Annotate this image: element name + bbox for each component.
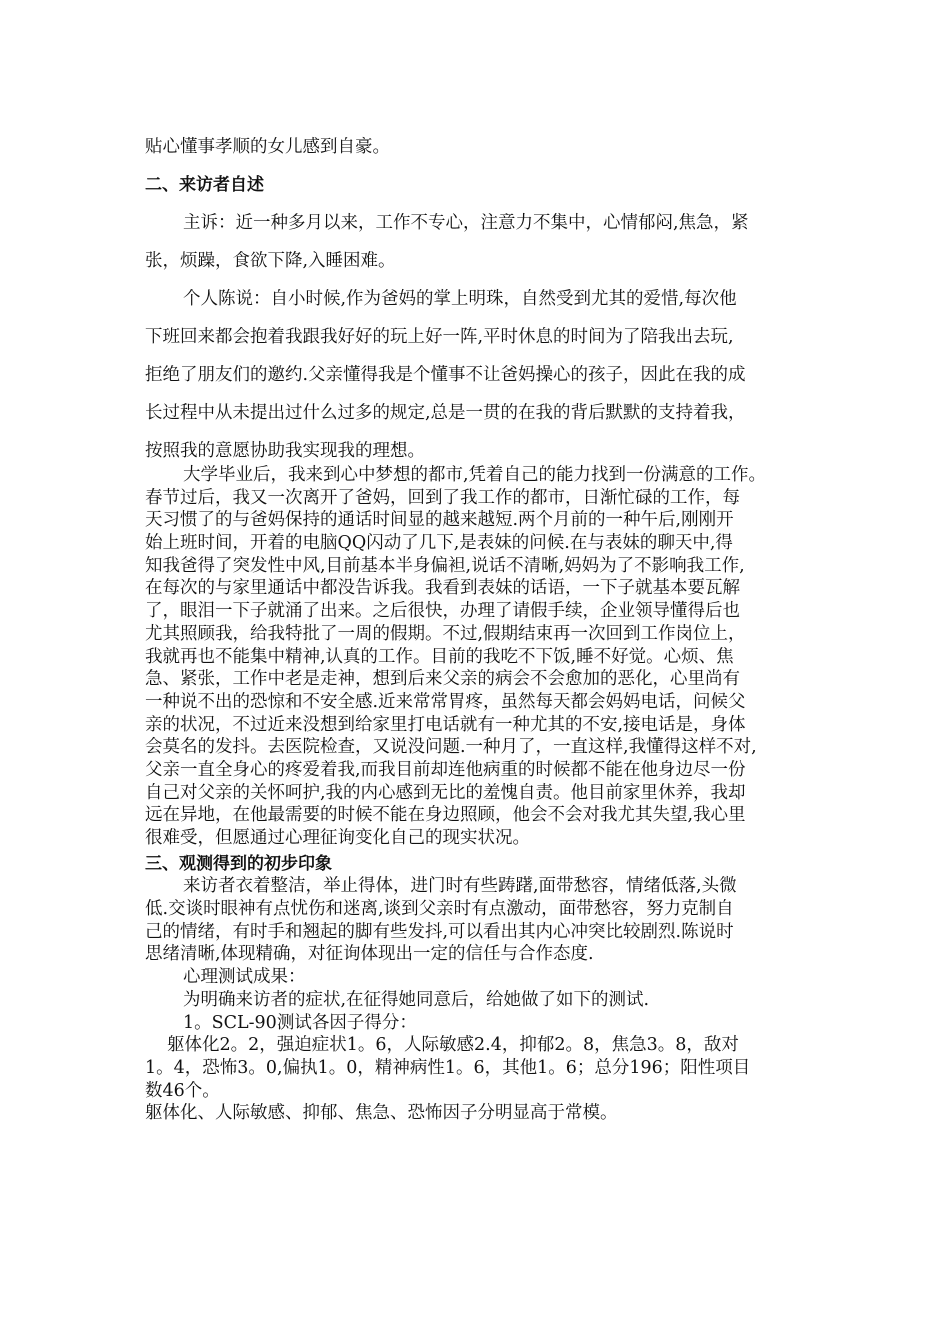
paragraph-line: 急、紧张，工作中老是走神，想到后来父亲的病会不会愈加的恶化，心里尚有 (145, 669, 740, 690)
paragraph-line: 自己对父亲的关怀呵护,我的内心感到无比的羞愧自责。他目前家里休养，我却 (145, 782, 746, 803)
paragraph-line: 远在异地，在他最需要的时候不能在身边照顾，他会不会对我尤其失望,我心里 (145, 805, 746, 826)
paragraph-line: 知我爸得了突发性中风,目前基本半身偏袒,说话不清晰,妈妈为了不影响我工作, (145, 555, 745, 576)
intro-paragraph (145, 128, 817, 166)
test-results-title: 心理测试成果： (183, 967, 306, 988)
paragraph-line: 会莫名的发抖。去医院检查，又说没问题.一种月了，一直这样,我懂得这样不对, (145, 737, 757, 758)
test-intro: 为明确来访者的症状,在征得她同意后，给她做了如下的测试. (183, 989, 650, 1010)
paragraph-line: 主诉：近一种多月以来，工作不专心，注意力不集中，心情郁闷,焦急，紧 (183, 213, 749, 233)
paragraph-line: 低.交谈时眼神有点忧伤和迷离,谈到父亲时有点激动，面带愁容，努力克制自 (145, 899, 734, 920)
paragraph-line: 亲的状况，不过近来没想到给家里打电话就有一种尤其的不安,接电话是，身体 (145, 714, 746, 735)
intro-line: 贴心懂事孝顺的女儿感到自豪。 (145, 137, 390, 157)
paragraph-line: 大学毕业后，我来到心中梦想的都市,凭着自己的能力找到一份满意的工作。 (183, 465, 767, 485)
paragraph-line: 我就再也不能集中精神,认真的工作。目前的我吃不下饭,睡不好觉。心烦、焦 (145, 646, 734, 667)
paragraph-line: 己的情绪，有时手和翘起的脚有些发抖,可以看出其内心冲突比较剧烈.陈说时 (145, 921, 734, 942)
complaint-paragraph (145, 204, 817, 280)
section-2 (145, 166, 817, 470)
paragraph-line: 始上班时间，开着的电脑QQ闪动了几下,是表妹的问候.在与表妹的聊天中,得 (145, 533, 733, 554)
paragraph-line: 父亲一直全身心的疼爱着我,而我目前却连他病重的时候都不能在他身边尽一份 (145, 759, 746, 780)
paragraph-line: 尤其照顾我，给我特批了一周的假期。不过,假期结束再一次回到工作岗位上， (145, 623, 746, 644)
paragraph-line: 来访者衣着整洁，举止得体，进门时有些踌躇,面带愁容，情绪低落,头微 (183, 876, 737, 897)
paragraph-line: 按照我的意愿协助我实现我的理想。 (145, 441, 425, 461)
story-paragraph (145, 464, 817, 850)
paragraph-line: 下班回来都会抱着我跟我好好的玩上好一阵,平时休息的时间为了陪我出去玩, (145, 327, 734, 347)
scl90-scores-paragraph (145, 1034, 817, 1102)
scl90-title: 1。SCL-90测试各因子得分： (183, 1012, 417, 1033)
paragraph-line: 了，眼泪一下子就涌了出来。之后很快，办理了请假手续，企业领导懂得后也 (145, 601, 740, 622)
paragraph-line: 躯体化2。2，强迫症状1。6，人际敏感2.4，抑郁2。8，焦急3。8，敌对 (167, 1035, 739, 1056)
section-2-heading: 二、来访者自述 (145, 175, 264, 195)
section-3-heading: 三、观测得到的初步印象 (145, 853, 332, 874)
paragraph-line: 思绪清晰,体现精确，对征询体现出一定的信任与合作态度. (145, 944, 594, 965)
document-page (145, 128, 817, 1125)
paragraph-line: 很难受，但愿通过心理征询变化自己的现实状况。 (145, 828, 530, 848)
paragraph-line: 天习惯了的与爸妈保持的通话时间显的越来越短.两个月前的一种午后,刚刚开 (145, 510, 734, 531)
section-3 (145, 853, 817, 1125)
paragraph-line: 数46个。 (145, 1080, 220, 1101)
paragraph-line: 长过程中从未提出过什么过多的规定,总是一贯的在我的背后默默的支持着我， (145, 403, 746, 423)
paragraph-line: 一种说不出的恐惊和不安全感.近来常常胃疼，虽然每天都会妈妈电话，问候父 (145, 691, 746, 712)
paragraph-line: 1。4，恐怖3。0,偏执1。0，精神病性1。6，其他1。6；总分196；阳性项目 (145, 1057, 751, 1078)
observation-paragraph (145, 875, 817, 966)
personal-statement-paragraph (145, 280, 817, 470)
scl90-conclusion: 躯体化、人际敏感、抑郁、焦急、恐怖因子分明显高于常模。 (145, 1103, 618, 1124)
paragraph-line: 在每次的与家里通话中都没告诉我。我看到表妹的话语，一下子就基本要瓦解 (145, 578, 740, 599)
paragraph-line: 拒绝了朋友们的邀约.父亲懂得我是个懂事不让爸妈操心的孩子，因此在我的成 (145, 365, 746, 385)
paragraph-line: 个人陈说：自小时候,作为爸妈的掌上明珠，自然受到尤其的爱惜,每次他 (183, 289, 737, 309)
paragraph-line: 春节过后，我又一次离开了爸妈，回到了我工作的都市，日渐忙碌的工作，每 (145, 487, 740, 508)
paragraph-line: 张，烦躁，食欲下降,入睡困难。 (145, 251, 396, 271)
